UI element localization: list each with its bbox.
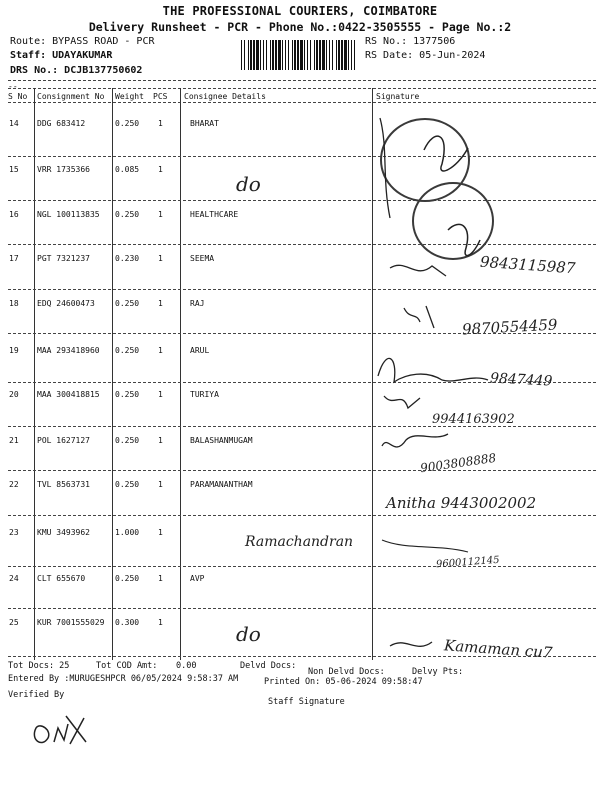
row-weight: 0.250 <box>115 480 140 489</box>
barcode-bar <box>285 40 286 70</box>
barcode-bar <box>307 40 308 70</box>
row-consignment: EDQ 24600473 <box>37 299 95 308</box>
barcode-bar <box>316 40 318 70</box>
row-sno: 19 <box>9 346 19 355</box>
signature-scribbles <box>376 108 596 656</box>
barcode-bar <box>253 40 255 70</box>
total-docs: Tot Docs: 25 <box>8 661 70 671</box>
row-pcs: 1 <box>158 210 163 219</box>
row-pcs: 1 <box>158 480 163 489</box>
barcode-bar <box>275 40 277 70</box>
row-pcs: 1 <box>158 119 163 128</box>
barcode-bar <box>348 40 349 70</box>
barcode-bar <box>248 40 249 70</box>
row-sno: 18 <box>9 299 19 308</box>
rs-number: RS No.: 1377506 <box>365 36 456 47</box>
barcode-bar <box>270 40 271 70</box>
barcode-bar <box>282 40 283 70</box>
barcode-bar <box>310 40 311 70</box>
divider <box>8 80 596 81</box>
column-rule <box>34 88 35 660</box>
barcode-bar <box>241 40 242 70</box>
handwritten-signature: Kamaman cu7 <box>443 636 554 662</box>
col-consignment: Consignment No <box>37 92 105 101</box>
barcode-bar <box>294 40 296 70</box>
barcode-bar <box>272 40 274 70</box>
barcode <box>240 40 358 70</box>
barcode-bar <box>351 40 352 70</box>
handwritten-phone: 9870554459 <box>461 315 558 339</box>
row-weight: 0.250 <box>115 119 140 128</box>
row-sno: 14 <box>9 119 19 128</box>
total-cod-value: 0.00 <box>176 661 197 671</box>
row-pcs: 1 <box>158 618 163 627</box>
column-rule <box>180 88 181 660</box>
row-weight: 0.230 <box>115 254 140 263</box>
row-sno: 15 <box>9 165 19 174</box>
handwritten-ditto: do <box>236 172 261 196</box>
row-consignment: PGT 7321237 <box>37 254 90 263</box>
row-consignee: PARAMANANTHAM <box>190 480 253 489</box>
row-sno: 17 <box>9 254 19 263</box>
row-consignee: BALASHANMUGAM <box>190 436 253 445</box>
row-sno: 20 <box>9 390 19 399</box>
handwritten-consignee: Ramachandran <box>245 534 354 550</box>
row-consignee: AVP <box>190 574 205 583</box>
row-weight: 0.085 <box>115 165 140 174</box>
barcode-bar <box>338 40 340 70</box>
verifier-signature <box>26 706 96 750</box>
row-sno: 21 <box>9 436 19 445</box>
row-consignee: TURIYA <box>190 390 219 399</box>
staff-signature-label: Staff Signature <box>268 697 345 707</box>
row-consignment: TVL 8563731 <box>37 480 90 489</box>
col-consignee: Consignee Details <box>184 92 266 101</box>
barcode-bar <box>336 40 337 70</box>
company-title: THE PROFESSIONAL COURIERS, COIMBATORE <box>162 4 438 18</box>
row-consignment: DDG 683412 <box>37 119 86 128</box>
barcode-bar <box>260 40 261 70</box>
barcode-bar <box>256 40 259 70</box>
row-consignment: KUR 7001555029 <box>37 618 105 627</box>
col-sno: S No <box>8 92 28 101</box>
barcode-bar <box>332 40 333 70</box>
row-pcs: 1 <box>158 254 163 263</box>
rs-date: RS Date: 05-Jun-2024 <box>365 50 486 61</box>
row-pcs: 1 <box>158 528 163 537</box>
drs-number: DRS No.: DCJB137750602 <box>10 65 143 76</box>
row-sno: 24 <box>9 574 19 583</box>
row-consignment: POL 1627127 <box>37 436 90 445</box>
row-consignee: BHARAT <box>190 119 219 128</box>
barcode-bar <box>329 40 330 70</box>
barcode-bar <box>314 40 315 70</box>
entered-by: Entered By :MURUGESHPCR 06/05/2024 9:58:37 AM <box>8 674 239 684</box>
handwritten-signature: Anitha 9443002002 <box>386 494 537 512</box>
handwritten-phone: 9944163902 <box>432 412 515 427</box>
row-weight: 0.300 <box>115 618 140 627</box>
col-pcs: PCS <box>153 92 168 101</box>
row-sno: 23 <box>9 528 19 537</box>
row-weight: 0.250 <box>115 390 140 399</box>
barcode-bar <box>304 40 305 70</box>
row-weight: 1.000 <box>115 528 140 537</box>
barcode-bar <box>266 40 267 70</box>
delivered-docs: Delvd Docs: <box>240 661 297 671</box>
delivery-pts: Delvy Pts: <box>412 667 464 677</box>
barcode-bar <box>354 40 355 70</box>
barcode-bar <box>319 40 321 70</box>
staff-label: Staff: UDAYAKUMAR <box>10 50 113 61</box>
handwritten-phone: 9600112145 <box>435 554 500 571</box>
barcode-bar <box>341 40 343 70</box>
barcode-bar <box>244 40 245 70</box>
row-weight: 0.250 <box>115 436 140 445</box>
row-consignee: ARUL <box>190 346 210 355</box>
row-consignment: MAA 293418960 <box>37 346 100 355</box>
printed-on: Printed On: 05-06-2024 09:58:47 <box>264 677 423 687</box>
column-rule <box>112 88 113 660</box>
route-label: Route: BYPASS ROAD - PCR <box>10 36 155 47</box>
barcode-bar <box>250 40 252 70</box>
col-signature: Signature <box>376 92 420 101</box>
row-weight: 0.250 <box>115 299 140 308</box>
barcode-bar <box>288 40 289 70</box>
handwritten-phone: 9003808888 <box>419 450 497 476</box>
barcode-bar <box>326 40 327 70</box>
row-weight: 0.250 <box>115 574 140 583</box>
col-weight: Weight <box>115 92 144 101</box>
runsheet-subtitle: Delivery Runsheet - PCR - Phone No.:0422-3505555 - Page No.:2 <box>88 20 512 34</box>
total-cod-label: Tot COD Amt: <box>96 661 158 671</box>
barcode-bar <box>278 40 281 70</box>
column-rule <box>372 88 373 660</box>
handwritten-phone: 9847449 <box>489 370 553 390</box>
row-weight: 0.250 <box>115 346 140 355</box>
verified-by-label: Verified By <box>8 690 65 700</box>
handwritten-ditto: do <box>236 622 261 646</box>
barcode-bar <box>263 40 264 70</box>
row-pcs: 1 <box>158 436 163 445</box>
divider <box>8 88 596 89</box>
row-consignment: MAA 300418815 <box>37 390 100 399</box>
row-consignee: HEALTHCARE <box>190 210 239 219</box>
handwritten-phone: 9843115987 <box>479 252 576 278</box>
barcode-bar <box>292 40 293 70</box>
non-delivered-docs: Non Delvd Docs: <box>308 667 385 677</box>
row-pcs: 1 <box>158 346 163 355</box>
row-sno: 25 <box>9 618 19 627</box>
divider <box>8 102 596 103</box>
row-pcs: 1 <box>158 574 163 583</box>
dash-mark: -- <box>8 82 18 91</box>
row-consignment: CLT 655670 <box>37 574 86 583</box>
row-pcs: 1 <box>158 299 163 308</box>
barcode-bar <box>300 40 303 70</box>
barcode-bar <box>322 40 325 70</box>
row-pcs: 1 <box>158 390 163 399</box>
row-consignment: VRR 1735366 <box>37 165 90 174</box>
row-consignment: NGL 100113835 <box>37 210 100 219</box>
row-pcs: 1 <box>158 165 163 174</box>
row-consignee: RAJ <box>190 299 205 308</box>
row-sno: 16 <box>9 210 19 219</box>
row-consignee: SEEMA <box>190 254 215 263</box>
barcode-bar <box>297 40 299 70</box>
row-sno: 22 <box>9 480 19 489</box>
row-weight: 0.250 <box>115 210 140 219</box>
barcode-bar <box>344 40 347 70</box>
row-consignment: KMU 3493962 <box>37 528 90 537</box>
